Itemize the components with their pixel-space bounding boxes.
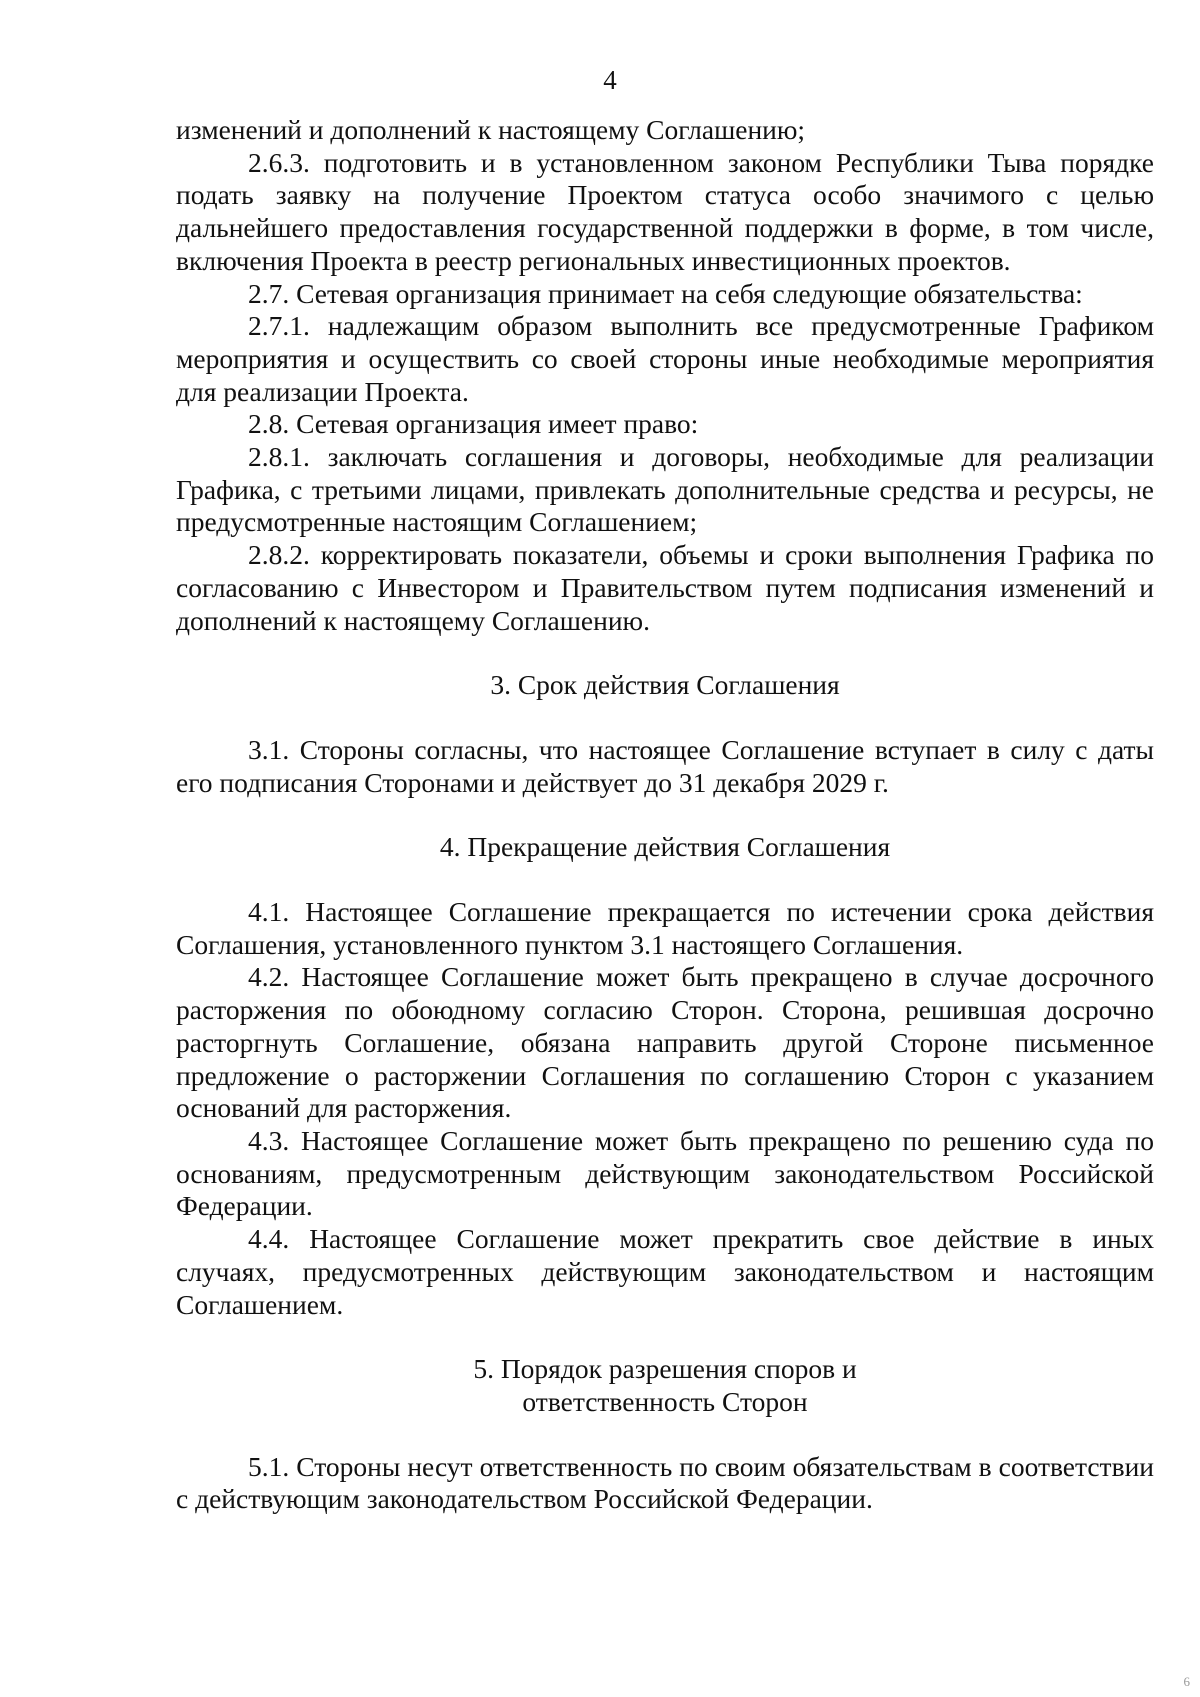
paragraph-4-2: 4.2. Настоящее Соглашение может быть прекращено в случае досрочного расторжения по обоюдному согласию Сторон. Сторона, решившая досрочно расторгнуть Соглашение, обязана направить другой Стороне письменное предложение о расторжении Соглашения по соглашению Сторон с указанием оснований для расторжения. <box>176 961 1154 1124</box>
paragraph-5-1: 5.1. Стороны несут ответственность по своим обязательствам в соответствии с действующим законодательством Российской Федерации. <box>176 1450 1154 1515</box>
paragraph-continuation: изменений и дополнений к настоящему Соглашению; <box>176 114 806 145</box>
page-number: 4 <box>603 65 617 95</box>
paragraph-2-7: 2.7. Сетевая организация принимает на себя следующие обязательства: <box>248 277 1083 309</box>
corner-mark: 6 <box>1183 1674 1190 1689</box>
section-heading-3: 3. Срок действия Соглашения <box>490 669 840 701</box>
paragraph-2-8: 2.8. Сетевая организация имеет право: <box>248 408 699 440</box>
paragraph-2-7-1: 2.7.1. надлежащим образом выполнить все предусмотренные Графиком мероприятия и осуществить со своей стороны иные необходимые мероприятия для реализации Проекта. <box>176 310 1154 407</box>
paragraph-2-8-2: 2.8.2. корректировать показатели, объемы и сроки выполнения Графика по согласованию с Инвестором и Правительством путем подписания изменений и дополнений к настоящему Соглашению. <box>176 539 1154 636</box>
section-heading-5-line-2: ответственность Сторон <box>522 1385 808 1417</box>
paragraph-4-3: 4.3. Настоящее Соглашение может быть прекращено по решению суда по основаниям, предусмотренным действующим законодательством Российской Федерации. <box>176 1124 1154 1222</box>
paragraph-2-8-1: 2.8.1. заключать соглашения и договоры, необходимые для реализации Графика, с третьими лицами, привлекать дополнительные средства и ресурсы, не предусмотренные настоящим Соглашением; <box>176 441 1154 538</box>
paragraph-2-6-3: 2.6.3. подготовить и в установленном законом Республики Тыва порядке подать заявку на получение Проектом статуса особо значимого с целью дальнейшего предоставления государственной поддержки в форме, в том числе, включения Проекта в реестр региональных инвестиционных проектов. <box>176 146 1154 276</box>
section-heading-5-line-1: 5. Порядок разрешения споров и <box>473 1353 857 1385</box>
section-heading-5 <box>176 1353 1154 1418</box>
section-heading-4: 4. Прекращение действия Соглашения <box>439 831 891 863</box>
paragraph-3-1: 3.1. Стороны согласны, что настоящее Соглашение вступает в силу с даты его подписания Сторонами и действует до 31 декабря 2029 г. <box>176 733 1154 798</box>
document-body <box>176 114 1154 1516</box>
paragraph-4-4: 4.4. Настоящее Соглашение может прекратить свое действие в иных случаях, предусмотренных действующим законодательством и настоящим Соглашением. <box>176 1223 1154 1320</box>
paragraph-4-1: 4.1. Настоящее Соглашение прекращается по истечении срока действия Соглашения, установленного пунктом 3.1 настоящего Соглашения. <box>176 896 1154 960</box>
